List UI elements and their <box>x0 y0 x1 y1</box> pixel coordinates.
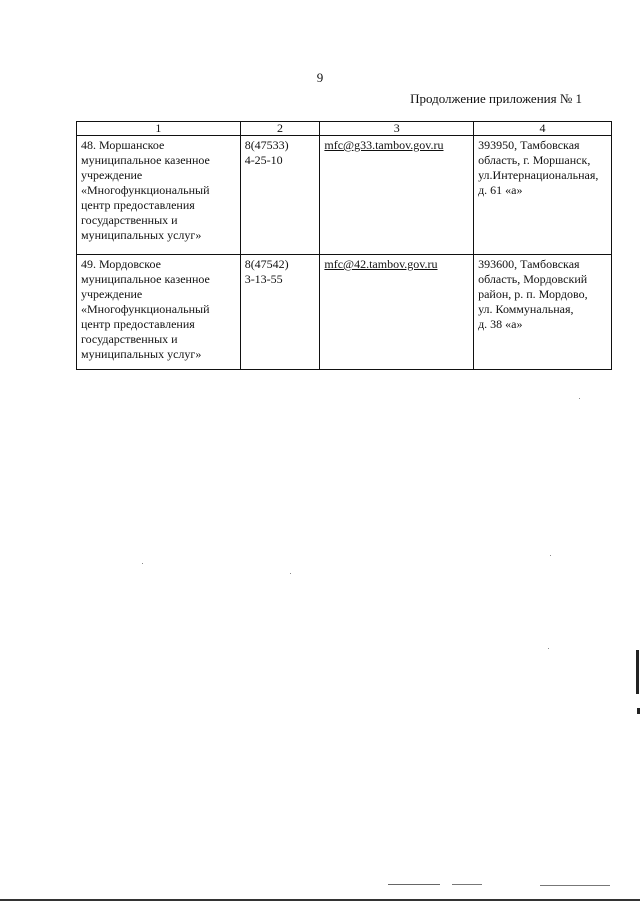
phone-number: 3-13-55 <box>244 272 283 286</box>
institution-name-line: учреждение <box>81 287 143 301</box>
email-cell <box>320 255 474 370</box>
column-header: 3 <box>320 122 474 136</box>
scan-speck <box>290 573 291 574</box>
scan-speck <box>142 563 143 564</box>
institutions-table <box>76 121 612 370</box>
institution-name-line: муниципальных услуг» <box>81 347 202 361</box>
table-row <box>77 136 612 255</box>
phone-code: 8(47542) <box>244 257 289 271</box>
institution-name-line: государственных и <box>81 213 178 227</box>
institution-name-line: центр предоставления <box>81 198 195 212</box>
address-line: 393600, Тамбовская <box>478 257 580 271</box>
scan-bottom-dashes <box>452 884 482 885</box>
email-link[interactable]: mfc@g33.tambov.gov.ru <box>324 138 444 152</box>
address-line: область, Мордовский <box>478 272 588 286</box>
table-header-row <box>77 122 612 136</box>
phone-cell <box>240 255 320 370</box>
address-line: 393950, Тамбовская <box>478 138 580 152</box>
page-number: 9 <box>316 70 324 85</box>
scan-bottom-dashes <box>388 884 440 885</box>
institution-name-line: центр предоставления <box>81 317 195 331</box>
scan-bottom-edge <box>0 899 640 901</box>
scan-speck <box>550 555 551 556</box>
column-header: 2 <box>240 122 320 136</box>
phone-number: 4-25-10 <box>244 153 283 167</box>
address-line: область, г. Моршанск, <box>478 153 591 167</box>
institution-name-line: 49. Мордовское <box>81 257 161 271</box>
institution-name-line: 48. Моршанское <box>81 138 165 152</box>
address-line: д. 61 «а» <box>478 183 523 197</box>
scan-bottom-dashes <box>540 885 610 886</box>
institution-name-cell <box>77 255 241 370</box>
institution-name-line: «Многофункциональный <box>81 183 210 197</box>
address-line: район, р. п. Мордово, <box>478 287 588 301</box>
institution-name-line: государственных и <box>81 332 178 346</box>
phone-cell <box>240 136 320 255</box>
address-line: ул.Интернациональная, <box>478 168 599 182</box>
address-cell <box>474 255 612 370</box>
institution-name-line: муниципальное казенное <box>81 272 210 286</box>
table-row <box>77 255 612 370</box>
phone-code: 8(47533) <box>244 138 289 152</box>
institution-name-line: «Многофункциональный <box>81 302 210 316</box>
scan-speck <box>548 648 549 649</box>
column-header: 1 <box>77 122 241 136</box>
email-cell <box>320 136 474 255</box>
institution-name-line: муниципальных услуг» <box>81 228 202 242</box>
appendix-title: Продолжение приложения № 1 <box>410 91 582 106</box>
address-cell <box>474 136 612 255</box>
scan-edge-mark <box>636 650 639 694</box>
institution-name-line: муниципальное казенное <box>81 153 210 167</box>
scan-speck <box>579 398 580 399</box>
column-header: 4 <box>474 122 612 136</box>
email-link[interactable]: mfc@42.tambov.gov.ru <box>324 257 438 271</box>
institution-name-cell <box>77 136 241 255</box>
address-line: д. 38 «а» <box>478 317 523 331</box>
institution-name-line: учреждение <box>81 168 143 182</box>
address-line: ул. Коммунальная, <box>478 302 574 316</box>
